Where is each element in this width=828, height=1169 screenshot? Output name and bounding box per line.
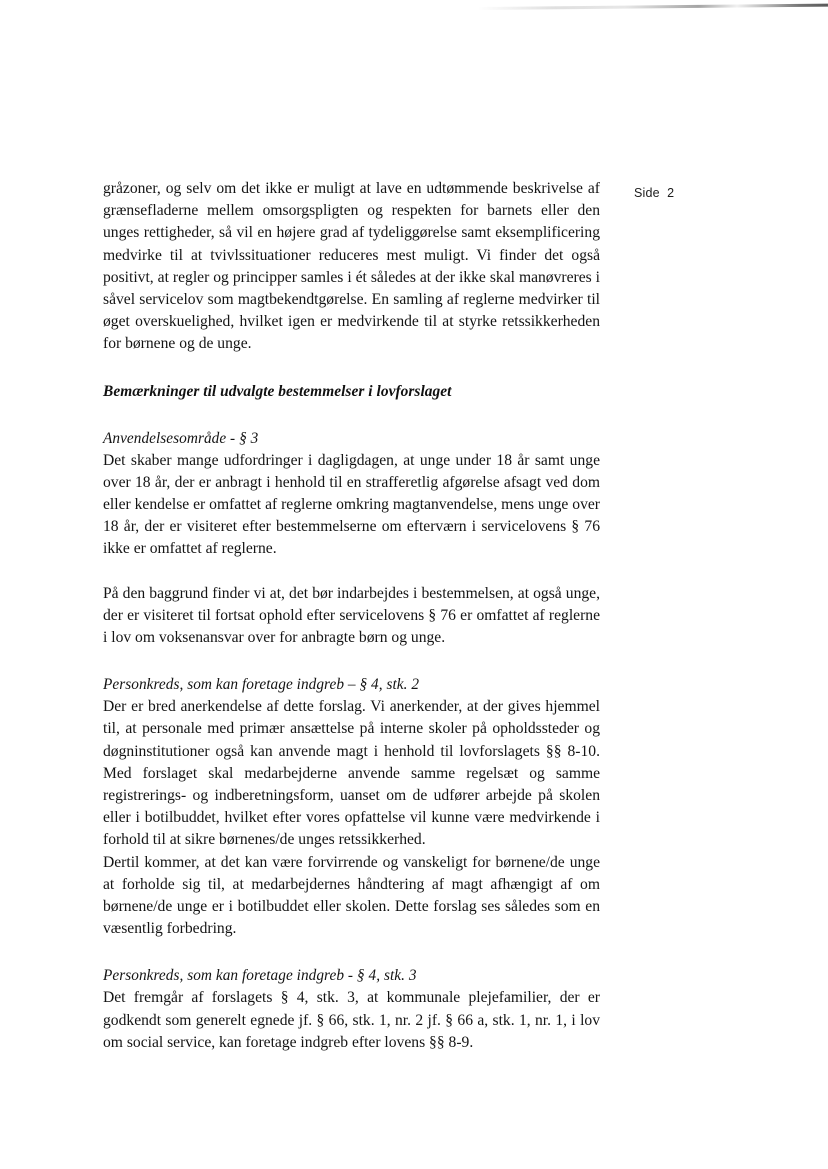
subsection-heading-personkreds-stk2: Personkreds, som kan foretage indgreb – § 4, stk. 2 bbox=[103, 676, 420, 694]
subsection-heading-anvendelsesomraade: Anvendelsesområde - § 3 bbox=[103, 429, 259, 447]
subsection-heading-personkreds-stk3: Personkreds, som kan foretage indgreb - § 4, stk. 3 bbox=[103, 967, 417, 985]
section-heading: Bemærkninger til udvalgte bestemmelser i lovforslaget bbox=[103, 382, 452, 400]
subsection-paragraph: Det fremgår af forslagets § 4, stk. 3, at kommunale plejefamilier, der er godkendt som generelt egnede jf. § 66, stk. 1, nr. 2 jf. § 66 a, stk. 1, nr. 1, i lov om social service, kan foretage indgreb efter lovens §§ 8-9. bbox=[103, 989, 600, 1051]
page-number-note: Side 2 bbox=[634, 186, 675, 200]
scan-artifact-streak bbox=[478, 4, 828, 10]
spacer bbox=[103, 403, 600, 428]
subsection-paragraph: Det skaber mange udfordringer i dagligdagen, at unge under 18 år samt unge over 18 år, der er anbragt i henhold til en strafferetlig afgørelse afsagt ved dom eller kendelse er omfattet af reglerne omkring magtanvendelse, mens unge over 18 år, der er visiteret efter bestemmelserne om efterværn i servicelovens § 76 ikke er omfattet af reglerne. bbox=[103, 451, 600, 558]
subsection-paragraph: Dertil kommer, at det kan være forvirrende og vanskeligt for børnene/de unge at forholde sig til, at medarbejdernes håndtering af magt afhængigt af om børnene/de unge er i botilbuddet eller skolen. Dette forslag ses således som en væsentlig forbedring. bbox=[103, 853, 600, 938]
spacer bbox=[103, 940, 600, 965]
subsection-paragraph: Der er bred anerkendelse af dette forslag. Vi anerkender, at der gives hjemmel til, at personale med primær ansættelse på interne skoler på opholdssteder og døgninstitutioner også kan anvende magt i henhold til lovforslagets §§ 8-10. Med forslaget skal medarbejderne anvende samme regelsæt og samme registrerings- og indberetningsform, uanset om de udfører arbejde på skolen eller i botilbuddet, hvilket efter vores opfattelse vil kunne være medvirkende i forhold til at sikre børnenes/de unges retssikkerhed. bbox=[103, 698, 600, 849]
opening-paragraph: gråzoner, og selv om det ikke er muligt at lave en udtømmende beskrivelse af grænsefladerne mellem omsorgspligten og respekten for barnets eller den unges rettigheder, så vil en højere grad af tydeliggørelse samt eksemplificering medvirke til at tvivlssituationer reduceres mest muligt. Vi finder det også positivt, at regler og principper samles i ét således at der ikke skal manøvreres i såvel servicelov som magtbekendtgørelse. En samling af reglerne medvirker til øget overskuelighed, hvilket igen er medvirkende til at styrke retssikkerheden for børnene og de unge. bbox=[103, 180, 600, 353]
spacer bbox=[103, 561, 600, 583]
subsection-paragraph: På den baggrund finder vi at, det bør indarbejdes i bestemmelsen, at også unge, der er visiteret til fortsat ophold efter servicelovens § 76 er omfattet af reglerne i lov om voksenansvar over for anbragte børn og unge. bbox=[103, 584, 600, 647]
spacer bbox=[103, 649, 600, 674]
page-content bbox=[103, 178, 600, 1054]
spacer bbox=[103, 356, 600, 381]
